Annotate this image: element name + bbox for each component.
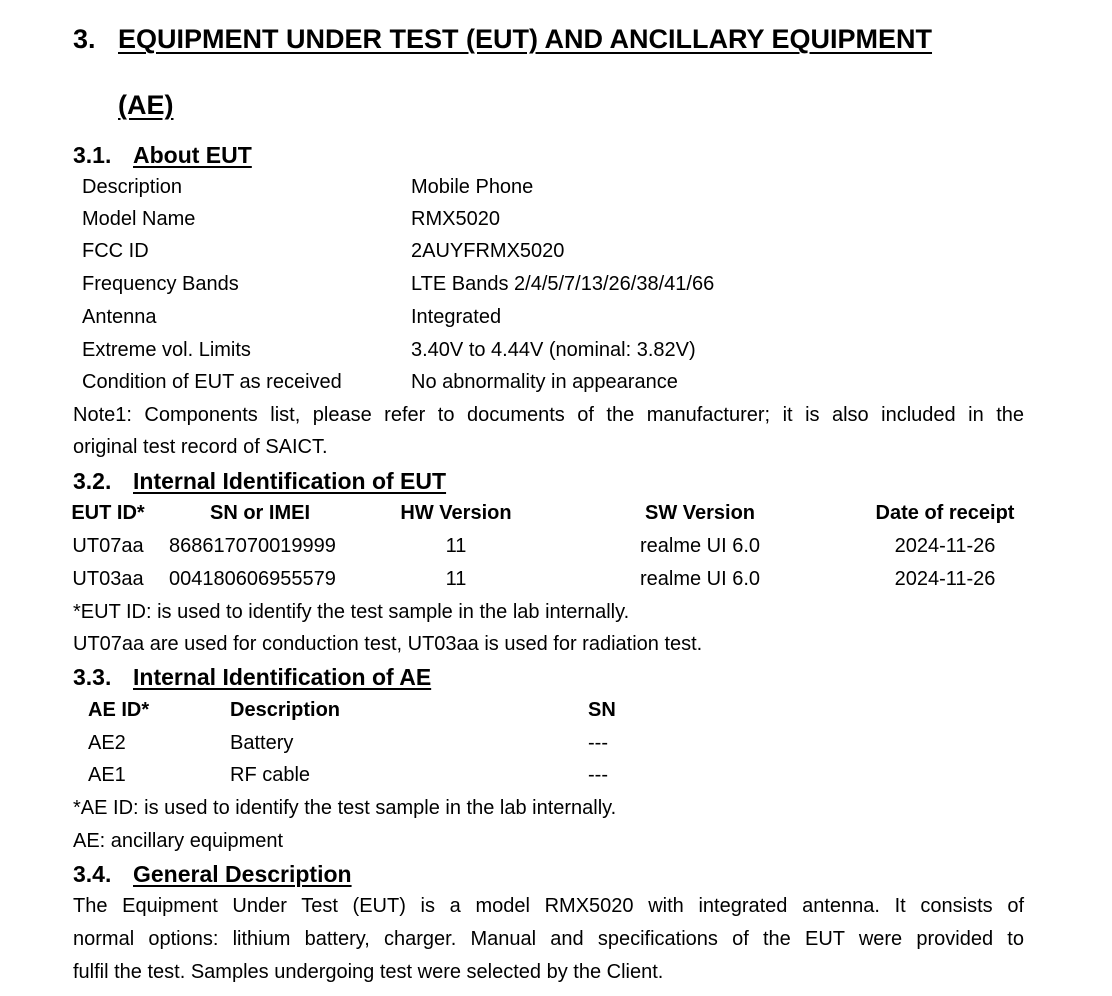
table-row-eut-sw: realme UI 6.0 xyxy=(639,535,761,557)
table-row-eut-id: UT07aa xyxy=(72,535,144,557)
section-3-4-title: General Description xyxy=(133,861,352,887)
eut-header-sw: SW Version xyxy=(644,502,756,524)
about-label-frequency-bands: Frequency Bands xyxy=(82,273,239,295)
table-row-ae-sn: --- xyxy=(588,732,608,754)
table-row-ae-sn: --- xyxy=(588,764,608,786)
table-row-eut-hw: 11 xyxy=(445,568,467,590)
general-description-line3: fulfil the test. Samples undergoing test were selected by the Client. xyxy=(73,961,664,983)
table-row-eut-sw: realme UI 6.0 xyxy=(639,568,761,590)
section-3-title-line2: (AE) xyxy=(118,90,174,120)
table-row-eut-sn: 868617070019999 xyxy=(169,535,336,557)
about-label-model-name: Model Name xyxy=(82,208,196,230)
table-row-eut-hw: 11 xyxy=(445,535,467,557)
eut-header-sn: SN or IMEI xyxy=(209,502,310,524)
about-value-frequency-bands: LTE Bands 2/4/5/7/13/26/38/41/66 xyxy=(411,273,715,295)
table-row-eut-date: 2024-11-26 xyxy=(894,568,996,590)
general-description-line1: The Equipment Under Test (EUT) is a model RMX5020 with integrated antenna. It consists of xyxy=(73,895,1024,917)
eut-header-hw: HW Version xyxy=(400,502,512,524)
section-3-2-title: Internal Identification of EUT xyxy=(133,468,447,494)
section-3-3-title: Internal Identification of AE xyxy=(133,664,432,690)
table-row-ae-description: Battery xyxy=(230,732,294,754)
section-3-4-number: 3.4. xyxy=(73,861,112,887)
about-value-fcc-id: 2AUYFRMX5020 xyxy=(411,240,565,262)
ae-id-note: *AE ID: is used to identify the test sample in the lab internally. xyxy=(73,797,617,819)
about-label-voltage-limits: Extreme vol. Limits xyxy=(82,339,251,361)
table-row-ae-id: AE1 xyxy=(88,764,126,786)
eut-usage-note: UT07aa are used for conduction test, UT03aa is used for radiation test. xyxy=(73,633,703,655)
about-label-description: Description xyxy=(82,176,183,198)
table-row-eut-id: UT03aa xyxy=(72,568,144,590)
about-value-model-name: RMX5020 xyxy=(411,208,500,230)
eut-id-note: *EUT ID: is used to identify the test sample in the lab internally. xyxy=(73,601,630,623)
note1-line1: Note1: Components list, please refer to documents of the manufacturer; it is also included in the xyxy=(73,404,1024,426)
section-3-1-title: About EUT xyxy=(133,142,252,168)
eut-header-id: EUT ID* xyxy=(71,502,145,524)
about-label-fcc-id: FCC ID xyxy=(82,240,149,262)
note1-line2: original test record of SAICT. xyxy=(73,436,328,458)
general-description-line2: normal options: lithium battery, charger. Manual and specifications of the EUT were provided to xyxy=(73,928,1024,950)
about-label-antenna: Antenna xyxy=(82,306,157,328)
ae-header-id: AE ID* xyxy=(88,699,150,721)
table-row-eut-sn: 004180606955579 xyxy=(169,568,336,590)
ae-header-description: Description xyxy=(230,699,341,721)
about-value-antenna: Integrated xyxy=(411,306,502,328)
section-3-title-line1: EQUIPMENT UNDER TEST (EUT) AND ANCILLARY EQUIPMENT xyxy=(118,24,933,54)
ae-header-sn: SN xyxy=(588,699,616,721)
section-3-2-number: 3.2. xyxy=(73,468,112,494)
about-value-description: Mobile Phone xyxy=(411,176,534,198)
section-3-1-number: 3.1. xyxy=(73,142,112,168)
about-value-condition: No abnormality in appearance xyxy=(411,371,678,393)
section-3-number: 3. xyxy=(73,24,96,54)
table-row-ae-description: RF cable xyxy=(230,764,311,786)
section-3-3-number: 3.3. xyxy=(73,664,112,690)
eut-header-date: Date of receipt xyxy=(875,502,1015,524)
about-value-voltage-limits: 3.40V to 4.44V (nominal: 3.82V) xyxy=(411,339,696,361)
about-label-condition: Condition of EUT as received xyxy=(82,371,342,393)
table-row-eut-date: 2024-11-26 xyxy=(894,535,996,557)
table-row-ae-id: AE2 xyxy=(88,732,126,754)
ae-definition-note: AE: ancillary equipment xyxy=(73,830,284,852)
